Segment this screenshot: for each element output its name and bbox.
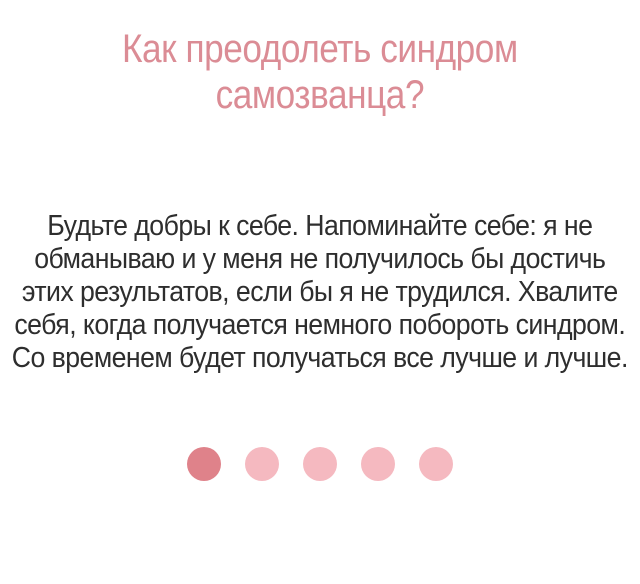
slide-title [122,26,518,118]
pagination-dot-2[interactable] [245,447,279,481]
pagination-dot-5[interactable] [419,447,453,481]
pagination-dot-3[interactable] [303,447,337,481]
pagination-dots [0,447,640,481]
body-text-line-1: Будьте добры к себе. Напоминайте себе: я не [47,210,593,242]
body-text-line-4: себя, когда получается немного побороть синдром. [14,309,626,341]
pagination-dot-4[interactable] [361,447,395,481]
body-text-line-2: обманываю и у меня не получилось бы достичь [34,243,606,275]
body-text-line-3: этих результатов, если бы я не трудился. Хвалите [22,276,618,308]
slide-title-line-1: Как преодолеть синдром [122,27,518,71]
pagination-dot-1[interactable] [187,447,221,481]
body-text-line-5: Со временем будет получаться все лучше и лучше. [11,342,629,374]
slide-body-text [12,210,628,375]
slide-title-line-2: самозванца? [215,73,425,117]
